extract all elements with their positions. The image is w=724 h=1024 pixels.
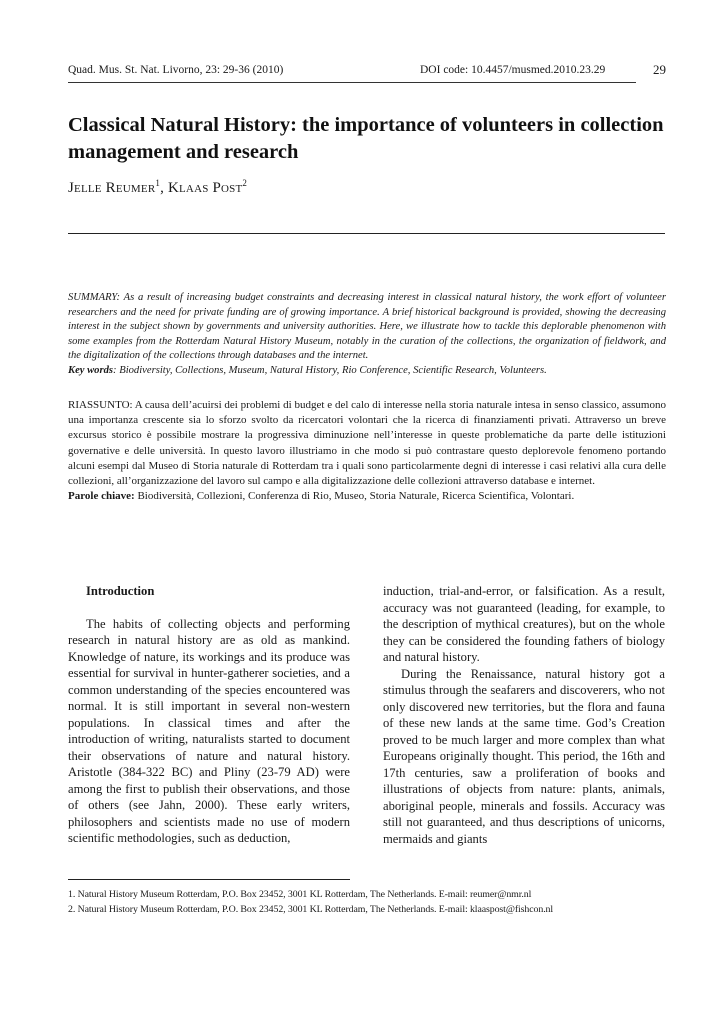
- footnote-2: 2. Natural History Museum Rotterdam, P.O. Box 23452, 3001 KL Rotterdam, The Netherlands. E-mail: klaaspost@fishcon.nl: [68, 904, 554, 915]
- journal-citation: Quad. Mus. St. Nat. Livorno, 23: 29-36 (2010): [68, 64, 284, 76]
- summary-abstract: [68, 291, 666, 378]
- footnote-divider: [68, 879, 350, 880]
- author-affiliation-marker: 1: [155, 178, 161, 188]
- footnote-1: 1. Natural History Museum Rotterdam, P.O. Box 23452, 3001 KL Rotterdam, The Netherlands. E-mail: reumer@nmr.nl: [68, 889, 532, 900]
- footnotes: [68, 887, 668, 917]
- doi-code: DOI code: 10.4457/musmed.2010.23.29: [420, 64, 606, 76]
- author-separator: ,: [160, 180, 168, 196]
- parole-chiave-label: Parole chiave:: [68, 490, 135, 503]
- parole-chiave-list: Biodiversità, Collezioni, Conferenza di Rio, Museo, Storia Naturale, Ricerca Scientifica, Volontari.: [134, 490, 575, 503]
- body-paragraph: During the Renaissance, natural history got a stimulus through the seafarers and discoverers, who not only discovered new territories, but the flora and fauna of these new lands at the same time. God’s Creation proved to be much larger and more complex than what Europeans originally thought. This period, the 16th and 17th centuries, saw a proliferation of books and illustrations of objects from nature: plants, animals, aboriginal people, minerals and fossils. Accuracy was still not guaranteed, and thus descriptions of unicorns, mermaids and giants: [383, 666, 665, 846]
- riassunto-abstract: [68, 398, 666, 504]
- body-paragraph: The habits of collecting objects and performing research in natural history are as old as mankind. Knowledge of nature, its workings and its produce was essential for survival in hunter-gatherer societies, and a common understanding of the species encountered was normal. It is still important in several non-western populations. In classical times and after the introduction of writing, naturalists started to document their observations of nature and natural history. Aristotle (384-322 BC) and Pliny (23-79 AD) were among the first to publish their observations, and those of others (see Jahn, 2000). These early writers, philosophers and scientists made no use of modern scientific methodologies, such as deduction,: [68, 616, 350, 845]
- author-affiliation-marker: 2: [242, 178, 248, 188]
- keywords-list: Biodiversity, Collections, Museum, Natural History, Rio Conference, Scientific Research, Volunteers.: [119, 364, 547, 376]
- author-name: Klaas Post: [167, 180, 243, 196]
- riassunto-text: RIASSUNTO: A causa dell’acuirsi dei problemi di budget e del calo di interesse nella storia naturale intesa in senso classico, assumono una importanza crescente sia lo sforzo svolto da ricercatori volontari che la ricerca di finanziamenti privati. Attraverso un breve excursus storico è possibile mostrare la progressiva diminuzione nell’interesse in queste problematiche da parte delle istituzioni governative e delle università. In questo lavoro illustriamo in che modo si può contrastare questo deplorevole fenomeno portando alcuni esempi dal Museo di Storia naturale di Rotterdam tra i quali sono particolarmente degni di interesse i casi relativi alla cura delle collezioni, all’organizzazione del lavoro sul campo e alla digitalizzazione delle collezioni attraverso database e internet.: [68, 399, 666, 488]
- keywords-label: Key words: [68, 364, 114, 376]
- article-title: Classical Natural History: the importance of volunteers in collection management and research: [68, 114, 664, 163]
- section-heading-introduction: Introduction: [86, 584, 155, 598]
- body-paragraph: induction, trial-and-error, or falsification. As a result, accuracy was not guaranteed (leading, for example, to the description of mythical creatures), but on the whole they can be considered the founding fathers of biology and natural history.: [383, 584, 665, 664]
- author-list: [68, 180, 568, 197]
- author-name: Jelle Reumer: [68, 180, 156, 196]
- header-divider: [68, 82, 636, 83]
- keywords-separator: :: [113, 364, 120, 376]
- running-head: [68, 64, 666, 82]
- left-column: [68, 583, 350, 847]
- title-divider: [68, 233, 665, 234]
- summary-text: SUMMARY: As a result of increasing budget constraints and decreasing interest in classical natural history, the work effort of volunteer researchers and the need for private funding are of growing importance. A brief historical background is provided, showing the decreasing interest in the subject shown by governments and university authorities. Here, we illustrate how to tackle this deplorable phenomenon with some examples from the Rotterdam Natural History Museum, notably in the curation of the collections, the organization of fieldwork, and the digitalization of the collections through databases and the internet.: [68, 292, 666, 361]
- right-column: [383, 583, 665, 847]
- page-number: 29: [653, 62, 666, 77]
